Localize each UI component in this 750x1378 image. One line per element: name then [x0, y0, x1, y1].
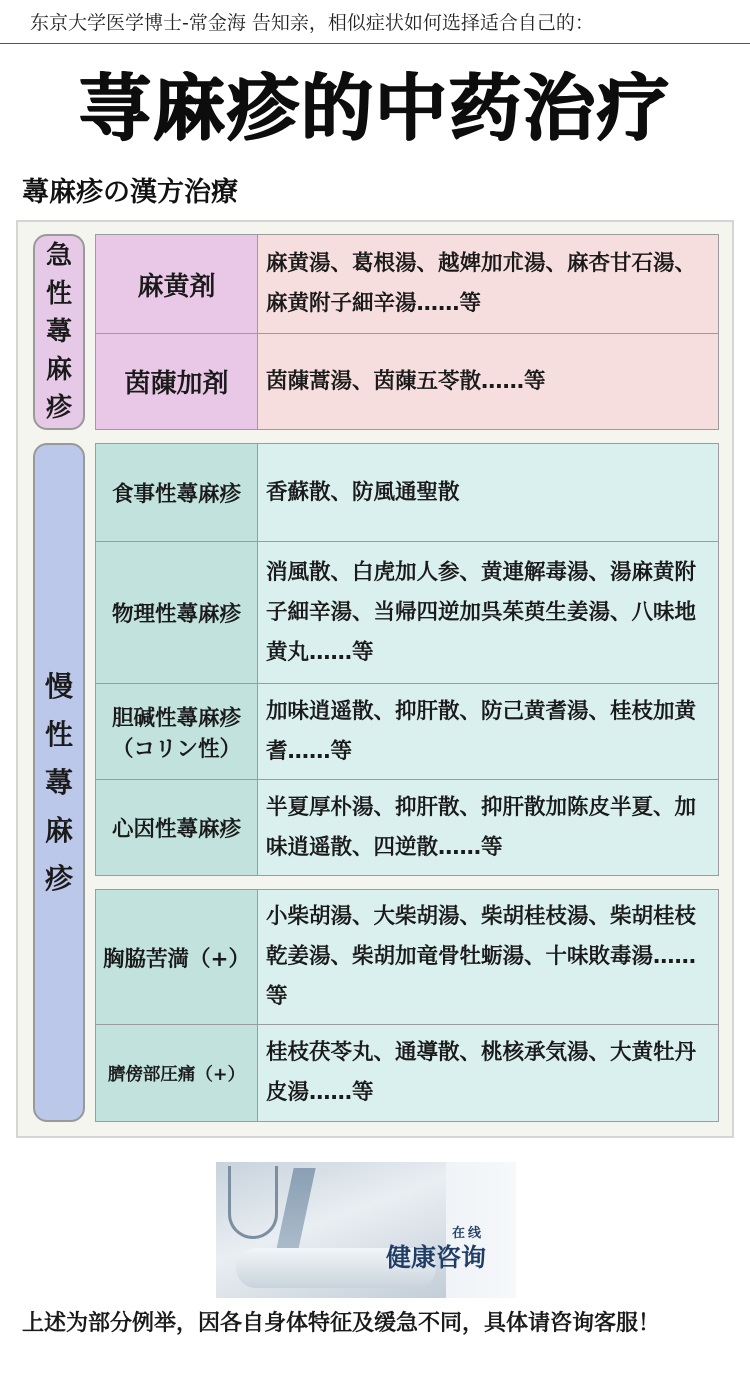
- page-subtitle: 蕁麻疹の漢方治療: [22, 177, 238, 208]
- chronic-label-text: 慢性蕁麻疹: [44, 669, 73, 895]
- acute-formula-cell: 茵蔯蒿湯、茵蔯五苓散……等: [257, 333, 719, 430]
- chronic-section-label: [33, 443, 85, 1122]
- acute-section-label: [33, 234, 85, 430]
- chronic-category-cell: 胆碱性蕁麻疹（コリン性）: [95, 683, 258, 780]
- acute-category-cell: 茵蔯加剤: [95, 333, 258, 430]
- page-title: 荨麻疹的中药治疗: [78, 66, 671, 150]
- chronic-formula-cell: 消風散、白虎加人参、黄連解毒湯、湯麻黄附子細辛湯、当帰四逆加呉茱萸生姜湯、八味地黄丸……等: [257, 541, 719, 684]
- stethoscope-icon: [228, 1166, 278, 1239]
- health-consult-banner[interactable]: [216, 1162, 516, 1298]
- chronic-formula-cell: 加味逍遥散、抑肝散、防己黄耆湯、桂枝加黄耆……等: [257, 683, 719, 780]
- top-banner-text: 东京大学医学博士-常金海 告知亲，相似症状如何选择适合自己的：: [30, 12, 594, 34]
- chronic-formula-cell: 香蘇散、防風通聖散: [257, 443, 719, 542]
- chronic-category-cell: 臍傍部圧痛（+）: [95, 1024, 258, 1122]
- chronic-formula-cell: 小柴胡湯、大柴胡湯、柴胡桂枝湯、柴胡桂枝乾姜湯、柴胡加竜骨牡蛎湯、十味敗毒湯……等: [257, 889, 719, 1025]
- chronic-formula-cell: 半夏厚朴湯、抑肝散、抑肝散加陈皮半夏、加味逍遥散、四逆散……等: [257, 779, 719, 876]
- chronic-category-cell: 物理性蕁麻疹: [95, 541, 258, 684]
- chronic-formula-cell: 桂枝茯苓丸、通導散、桃核承気湯、大黄牡丹皮湯……等: [257, 1024, 719, 1122]
- acute-category-cell: 麻黄剤: [95, 234, 258, 334]
- acute-formula-cell: 麻黄湯、葛根湯、越婢加朮湯、麻杏甘石湯、麻黄附子細辛湯……等: [257, 234, 719, 334]
- footer-note: 上述为部分例举，因各自身体特征及缓急不同，具体请咨询客服！: [22, 1310, 661, 1336]
- acute-label-text: 急性蕁麻疹: [45, 241, 72, 423]
- chronic-category-cell: 心因性蕁麻疹: [95, 779, 258, 876]
- top-banner: [0, 0, 750, 44]
- chronic-category-cell: 食事性蕁麻疹: [95, 443, 258, 542]
- consult-small-text: 在线: [452, 1226, 485, 1241]
- chronic-category-cell: 胸脇苦満（+）: [95, 889, 258, 1025]
- consult-big-text: 健康咨询: [386, 1243, 487, 1272]
